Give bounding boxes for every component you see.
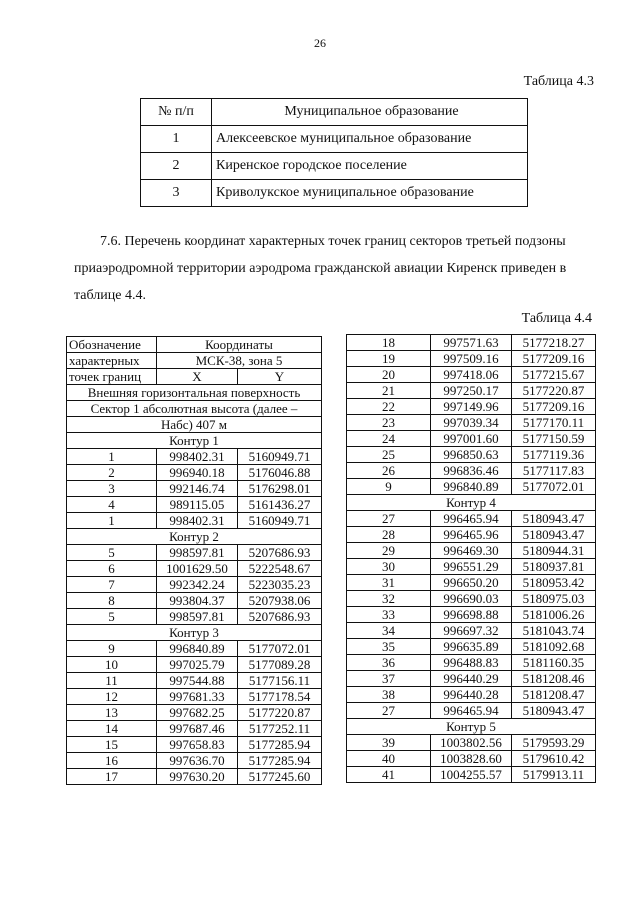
point-id: 28 (347, 527, 431, 543)
coord-x: 998597.81 (157, 545, 238, 561)
coord-y: 5177218.27 (512, 335, 596, 351)
coord-x: 1003802.56 (431, 735, 512, 751)
coord-x: 997418.06 (431, 367, 512, 383)
coord-x: 997250.17 (431, 383, 512, 399)
coord-y: 5177252.11 (238, 721, 322, 737)
coord-y: 5180944.31 (512, 543, 596, 559)
coord-y: 5180953.42 (512, 575, 596, 591)
kontur-3-rows-continued (347, 335, 596, 495)
coord-x: 998402.31 (157, 449, 238, 465)
table-row (67, 721, 322, 737)
point-id: 40 (347, 751, 431, 767)
coord-y: 5177150.59 (512, 431, 596, 447)
table-row (67, 465, 322, 481)
point-id: 41 (347, 767, 431, 783)
point-id: 23 (347, 415, 431, 431)
table-row (67, 737, 322, 753)
table-row (347, 751, 596, 767)
table-row (67, 513, 322, 529)
table-row (67, 641, 322, 657)
section-paragraph (74, 228, 594, 309)
coord-y: 5176046.88 (238, 465, 322, 481)
header-points: Обозначение (67, 337, 157, 353)
coord-y: 5177089.28 (238, 657, 322, 673)
table-row (67, 593, 322, 609)
table-row (347, 399, 596, 415)
coord-y: 5181043.74 (512, 623, 596, 639)
kontur-3-rows (67, 641, 322, 785)
coord-y: 5177245.60 (238, 769, 322, 785)
coord-y: 5177117.83 (512, 463, 596, 479)
coord-x: 997630.20 (157, 769, 238, 785)
row-number: 1 (141, 126, 212, 153)
coord-y: 5177119.36 (512, 447, 596, 463)
table-row (347, 671, 596, 687)
coord-y: 5160949.71 (238, 449, 322, 465)
point-id: 1 (67, 513, 157, 529)
point-id: 11 (67, 673, 157, 689)
point-id: 4 (67, 497, 157, 513)
table-row (67, 561, 322, 577)
coord-y: 5181160.35 (512, 655, 596, 671)
coord-x: 996440.28 (431, 687, 512, 703)
table-row (67, 577, 322, 593)
coord-x: 996850.63 (431, 447, 512, 463)
coord-y: 5180943.47 (512, 703, 596, 719)
table-row (67, 769, 322, 785)
table-row (67, 609, 322, 625)
table-4-4-right (346, 334, 596, 783)
table-row (347, 687, 596, 703)
table-row (347, 479, 596, 495)
table-row (347, 511, 596, 527)
coord-x: 997509.16 (431, 351, 512, 367)
kontur-4-rows (347, 511, 596, 719)
point-id: 5 (67, 545, 157, 561)
coord-x: 993804.37 (157, 593, 238, 609)
coord-x: 996465.96 (431, 527, 512, 543)
table-row (141, 153, 528, 180)
coord-x: 996836.46 (431, 463, 512, 479)
point-id: 30 (347, 559, 431, 575)
table-row (347, 607, 596, 623)
coord-x: 989115.05 (157, 497, 238, 513)
table-row (347, 575, 596, 591)
coord-y: 5177156.11 (238, 673, 322, 689)
row-municipality: Киренское городское поселение (212, 153, 528, 180)
coord-x: 996650.20 (431, 575, 512, 591)
table-row (347, 543, 596, 559)
paragraph-line-3: таблице 4.4. (74, 288, 146, 303)
coord-x: 997687.46 (157, 721, 238, 737)
table-row (347, 431, 596, 447)
table-row (347, 655, 596, 671)
header-coordinate-system: МСК-38, зона 5 (157, 353, 322, 369)
header-coordinates: Координаты (157, 337, 322, 353)
table-row (67, 545, 322, 561)
coord-y: 5177170.11 (512, 415, 596, 431)
coord-x: 996465.94 (431, 703, 512, 719)
point-id: 27 (347, 511, 431, 527)
point-id: 34 (347, 623, 431, 639)
point-id: 2 (67, 465, 157, 481)
point-id: 37 (347, 671, 431, 687)
point-id: 25 (347, 447, 431, 463)
coord-y: 5180943.47 (512, 527, 596, 543)
point-id: 13 (67, 705, 157, 721)
table-4-3 (140, 98, 528, 207)
coord-x: 1004255.57 (431, 767, 512, 783)
table-row (67, 657, 322, 673)
coord-y: 5177215.67 (512, 367, 596, 383)
coord-y: 5177220.87 (512, 383, 596, 399)
point-id: 9 (67, 641, 157, 657)
kontur-4-label: Контур 4 (347, 495, 596, 511)
coord-y: 5207686.93 (238, 545, 322, 561)
coord-y: 5177072.01 (512, 479, 596, 495)
coord-x: 997149.96 (431, 399, 512, 415)
header-number: № п/п (141, 99, 212, 126)
table-row (347, 463, 596, 479)
coord-y: 5177072.01 (238, 641, 322, 657)
point-id: 18 (347, 335, 431, 351)
point-id: 22 (347, 399, 431, 415)
table-row (347, 767, 596, 783)
table-row (347, 415, 596, 431)
coord-y: 5179593.29 (512, 735, 596, 751)
kontur-5-rows (347, 735, 596, 783)
point-id: 10 (67, 657, 157, 673)
coord-x: 997544.88 (157, 673, 238, 689)
coord-y: 5177285.94 (238, 737, 322, 753)
coord-x: 997682.25 (157, 705, 238, 721)
coord-x: 996698.88 (431, 607, 512, 623)
row-municipality: Алексеевское муниципальное образование (212, 126, 528, 153)
header-y: Y (238, 369, 322, 385)
table-row (347, 559, 596, 575)
point-id: 12 (67, 689, 157, 705)
point-id: 29 (347, 543, 431, 559)
point-id: 36 (347, 655, 431, 671)
point-id: 5 (67, 609, 157, 625)
point-id: 38 (347, 687, 431, 703)
table-row (347, 591, 596, 607)
row-number: 3 (141, 180, 212, 207)
coord-x: 996635.89 (431, 639, 512, 655)
paragraph-line-2: приаэродромной территории аэродрома гражданской авиации Киренск приведен в (74, 261, 567, 276)
table-row (67, 689, 322, 705)
table-row (347, 351, 596, 367)
coord-y: 5179913.11 (512, 767, 596, 783)
point-id: 7 (67, 577, 157, 593)
coord-x: 996840.89 (157, 641, 238, 657)
table-row (67, 481, 322, 497)
table-row (347, 335, 596, 351)
coord-y: 5177209.16 (512, 399, 596, 415)
coord-y: 5177285.94 (238, 753, 322, 769)
table-row (347, 735, 596, 751)
coord-y: 5180937.81 (512, 559, 596, 575)
point-id: 8 (67, 593, 157, 609)
coord-y: 5177178.54 (238, 689, 322, 705)
coord-x: 998597.81 (157, 609, 238, 625)
table-header-row (141, 99, 528, 126)
table-row (67, 673, 322, 689)
table-row (347, 639, 596, 655)
point-id: 9 (347, 479, 431, 495)
header-municipality: Муниципальное образование (212, 99, 528, 126)
kontur-1-label: Контур 1 (67, 433, 322, 449)
coord-x: 996551.29 (431, 559, 512, 575)
point-id: 17 (67, 769, 157, 785)
coord-y: 5207686.93 (238, 609, 322, 625)
kontur-2-label: Контур 2 (67, 529, 322, 545)
coord-y: 5180975.03 (512, 591, 596, 607)
coord-x: 992342.24 (157, 577, 238, 593)
point-id: 24 (347, 431, 431, 447)
coord-x: 992146.74 (157, 481, 238, 497)
point-id: 27 (347, 703, 431, 719)
coord-x: 996488.83 (431, 655, 512, 671)
surface-label: Внешняя горизонтальная поверхность (67, 385, 322, 401)
table-row (67, 705, 322, 721)
row-municipality: Криволукское муниципальное образование (212, 180, 528, 207)
coord-x: 996690.03 (431, 591, 512, 607)
header-row (67, 353, 322, 369)
header-points: точек границ (67, 369, 157, 385)
kontur-2-rows (67, 545, 322, 625)
paragraph-line-1: 7.6. Перечень координат характерных точек границ секторов третьей подзоны (100, 234, 566, 249)
table-row (347, 383, 596, 399)
coord-x: 996469.30 (431, 543, 512, 559)
coord-y: 5223035.23 (238, 577, 322, 593)
coord-x: 997681.33 (157, 689, 238, 705)
point-id: 26 (347, 463, 431, 479)
table-row (347, 703, 596, 719)
coord-x: 996440.29 (431, 671, 512, 687)
point-id: 35 (347, 639, 431, 655)
point-id: 31 (347, 575, 431, 591)
point-id: 14 (67, 721, 157, 737)
table-row (347, 447, 596, 463)
table-row (67, 449, 322, 465)
coord-y: 5181208.47 (512, 687, 596, 703)
coord-y: 5222548.67 (238, 561, 322, 577)
header-row (67, 337, 322, 353)
point-id: 32 (347, 591, 431, 607)
kontur-5-label: Контур 5 (347, 719, 596, 735)
point-id: 16 (67, 753, 157, 769)
coord-x: 996697.32 (431, 623, 512, 639)
table-4-3-caption: Таблица 4.3 (523, 74, 594, 89)
coord-x: 996465.94 (431, 511, 512, 527)
coord-y: 5176298.01 (238, 481, 322, 497)
coord-x: 996840.89 (431, 479, 512, 495)
table-row (141, 180, 528, 207)
header-points: характерных (67, 353, 157, 369)
coord-x: 997039.34 (431, 415, 512, 431)
coord-x: 1003828.60 (431, 751, 512, 767)
kontur-1-rows (67, 449, 322, 529)
coord-x: 996940.18 (157, 465, 238, 481)
point-id: 33 (347, 607, 431, 623)
page-number: 26 (314, 36, 326, 50)
coord-y: 5181006.26 (512, 607, 596, 623)
sector-label-1: Сектор 1 абсолютная высота (далее – (67, 401, 322, 417)
coord-y: 5207938.06 (238, 593, 322, 609)
row-number: 2 (141, 153, 212, 180)
point-id: 19 (347, 351, 431, 367)
coord-y: 5181208.46 (512, 671, 596, 687)
coord-y: 5180943.47 (512, 511, 596, 527)
kontur-3-label: Контур 3 (67, 625, 322, 641)
table-row (67, 497, 322, 513)
header-row (67, 369, 322, 385)
coord-x: 997636.70 (157, 753, 238, 769)
coord-x: 998402.31 (157, 513, 238, 529)
coord-x: 997658.83 (157, 737, 238, 753)
coord-x: 997571.63 (431, 335, 512, 351)
point-id: 39 (347, 735, 431, 751)
table-row (141, 126, 528, 153)
point-id: 6 (67, 561, 157, 577)
coord-y: 5181092.68 (512, 639, 596, 655)
table-row (347, 623, 596, 639)
table-row (347, 367, 596, 383)
coord-y: 5179610.42 (512, 751, 596, 767)
point-id: 3 (67, 481, 157, 497)
table-4-4-caption: Таблица 4.4 (521, 311, 592, 326)
table-row (347, 527, 596, 543)
coord-y: 5160949.71 (238, 513, 322, 529)
point-id: 15 (67, 737, 157, 753)
table-4-4-left (66, 336, 322, 785)
coord-x: 997025.79 (157, 657, 238, 673)
coord-x: 997001.60 (431, 431, 512, 447)
sector-label-2: Набс) 407 м (67, 417, 322, 433)
coord-y: 5177220.87 (238, 705, 322, 721)
coord-x: 1001629.50 (157, 561, 238, 577)
table-row (67, 753, 322, 769)
header-x: X (157, 369, 238, 385)
coord-y: 5161436.27 (238, 497, 322, 513)
point-id: 20 (347, 367, 431, 383)
point-id: 1 (67, 449, 157, 465)
coord-y: 5177209.16 (512, 351, 596, 367)
point-id: 21 (347, 383, 431, 399)
